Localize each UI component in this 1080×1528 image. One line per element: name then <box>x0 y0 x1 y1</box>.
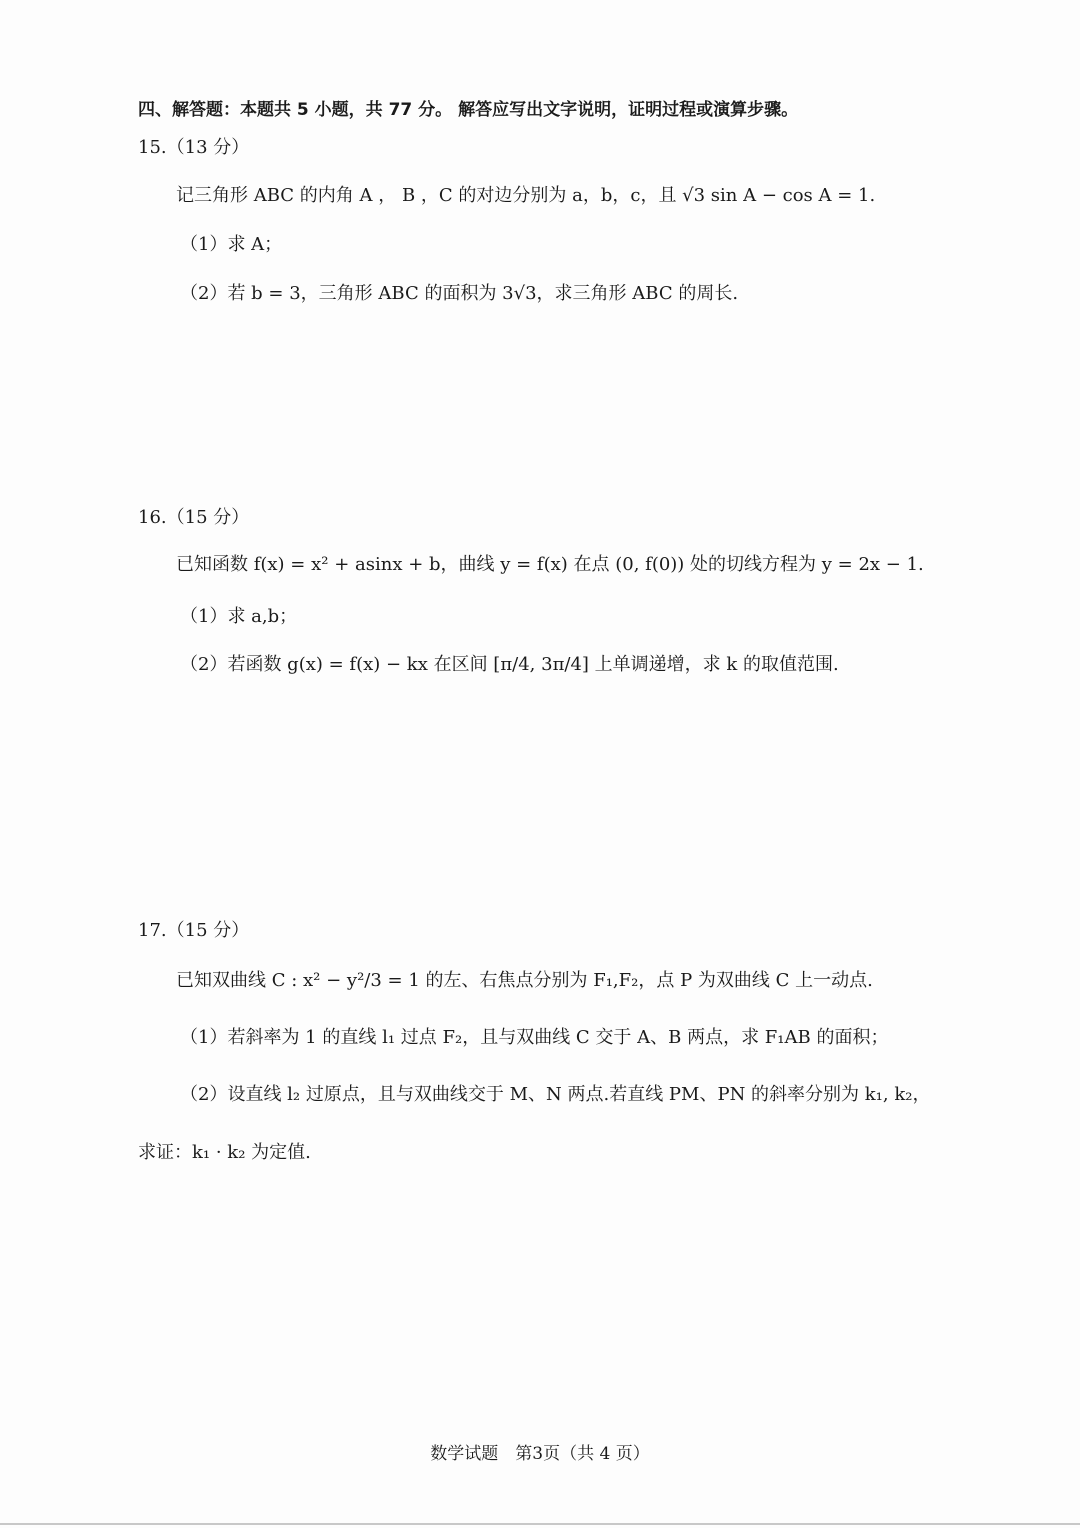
problem-15-part-1: （1）求 A； <box>180 234 283 255</box>
problem-15-number: 15.（13 分） <box>138 137 250 158</box>
problem-15-part-2: （2）若 b = 3，三角形 ABC 的面积为 3√3，求三角形 ABC 的周长. <box>180 283 739 304</box>
page-footer: 数学试题 第3页（共 4 页） <box>430 1444 650 1464</box>
problem-15-stem: 记三角形 ABC 的内角 A ， B ，C 的对边分别为 a，b，c，且 √3 sin A − cos A = 1. <box>176 185 876 206</box>
problem-16-stem: 已知函数 f(x) = x² + asinx + b，曲线 y = f(x) 在点 (0, f(0)) 处的切线方程为 y = 2x − 1. <box>176 554 924 575</box>
problem-17-prove-line: 求证：k₁ · k₂ 为定值. <box>138 1142 311 1163</box>
section-heading: 四、解答题：本题共 5 小题，共 77 分。 解答应写出文字说明，证明过程或演算步骤。 <box>138 100 799 120</box>
problem-16-part-2: （2）若函数 g(x) = f(x) − kx 在区间 [π/4, 3π/4] 上单调递增，求 k 的取值范围. <box>180 654 839 675</box>
problem-17-number: 17.（15 分） <box>138 920 250 941</box>
bottom-edge-divider <box>0 1523 1080 1525</box>
problem-17-part-1: （1）若斜率为 1 的直线 l₁ 过点 F₂，且与双曲线 C 交于 A、B 两点，求 F₁AB 的面积； <box>180 1027 889 1048</box>
problem-16-part-1: （1）求 a,b； <box>180 606 298 627</box>
problem-16-number: 16.（15 分） <box>138 507 250 528</box>
problem-17-part-2: （2）设直线 l₂ 过原点，且与双曲线交于 M、N 两点.若直线 PM、PN 的斜率分别为 k₁, k₂， <box>180 1084 931 1105</box>
problem-17-stem: 已知双曲线 C : x² − y²/3 = 1 的左、右焦点分别为 F₁,F₂，点 P 为双曲线 C 上一动点. <box>176 970 873 991</box>
